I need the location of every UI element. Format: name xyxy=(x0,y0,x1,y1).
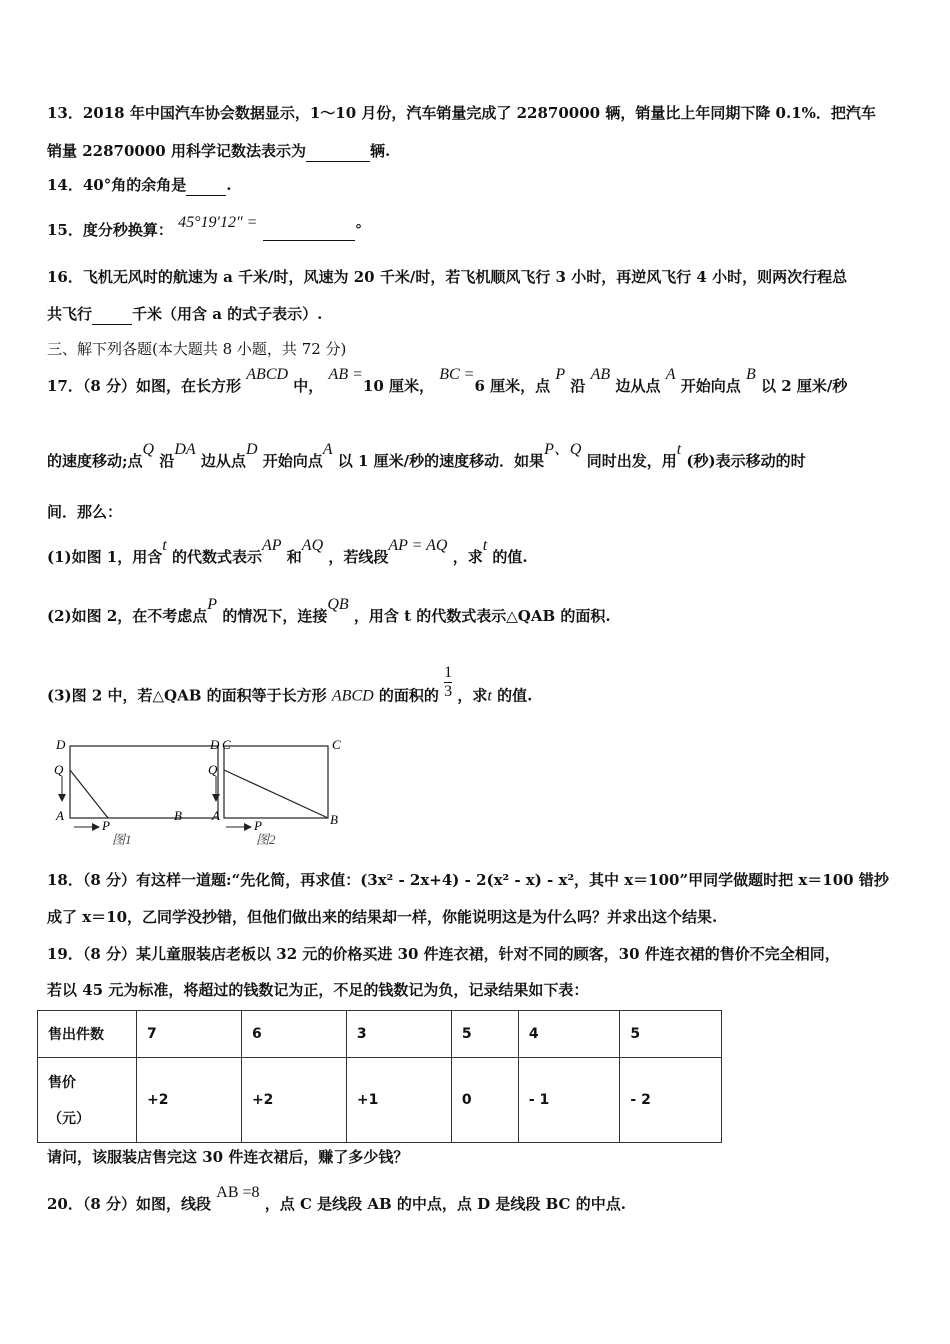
q17-figures xyxy=(48,732,358,852)
label-a: A xyxy=(56,808,64,823)
label-p: P xyxy=(102,818,110,833)
table-cell: 4 xyxy=(518,1011,620,1058)
q17-line2: 的速度移动;点Q 沿DA 边从点D 开始向点A 以 1 厘米/秒的速度移动．如果P、Q 同时出发，用t (秒)表示移动的时 xyxy=(47,441,806,470)
caption-fig2: 图2 xyxy=(256,832,276,847)
q17-part1: (1)如图 1，用含t 的代数式表示AP 和AQ ，若线段AP = AQ ，求t 的值. xyxy=(47,537,528,566)
table-cell: +2 xyxy=(241,1058,346,1143)
q16-line2: 共飞行 千米（用含 a 的式子表示）. xyxy=(47,305,323,323)
table-cell: 0 xyxy=(451,1058,518,1143)
q20: 20．（8 分）如图，线段 AB =8 ，点 C 是线段 AB 的中点，点 D 是线段 BC 的中点. xyxy=(47,1184,626,1213)
figure-1 xyxy=(54,737,231,847)
q17-part2: (2)如图 2，在不考虑点P 的情况下，连接QB ，用含 t 的代数式表示△QAB 的面积. xyxy=(47,596,611,625)
arrowhead-down xyxy=(212,794,220,802)
q19-line2: 若以 45 元为标准，将超过的钱数记为正，不足的钱数记为负，记录结果如下表： xyxy=(47,981,589,999)
label-d: D xyxy=(56,737,66,752)
rectangle-abcd xyxy=(224,746,328,818)
q16-line1: 16．飞机无风时的航速为 a 千米/时，风速为 20 千米/时，若飞机顺风飞行 3 小时，再逆风飞行 4 小时，则两次行程总 xyxy=(47,268,848,286)
q14: 14．40°角的余角是 . xyxy=(47,176,232,194)
answer-blank xyxy=(186,175,226,196)
arrowhead-right xyxy=(244,823,252,831)
q17-line1: 17．（8 分）如图，在长方形 ABCD 中， AB =10 厘米， BC =6 厘米，点 P 沿 AB 边从点 A 开始向点 B 以 2 厘米/秒 xyxy=(47,366,848,395)
label-d: D xyxy=(210,737,220,752)
table-cell: - 1 xyxy=(518,1058,620,1143)
arrowhead-right xyxy=(92,823,100,831)
table-cell: 5 xyxy=(620,1011,722,1058)
section-title: 三、解下列各题(本大题共 8 小题，共 72 分) xyxy=(47,340,347,358)
label-c: C xyxy=(222,737,231,752)
q13-line1: 13．2018 年中国汽车协会数据显示，1～10 月份，汽车销量完成了 22870000 辆，销量比上年同期下降 0.1%．把汽车 xyxy=(47,104,876,122)
label-b: B xyxy=(330,812,338,827)
caption-fig1: 图1 xyxy=(112,832,132,847)
table-cell: 5 xyxy=(451,1011,518,1058)
table-cell: 7 xyxy=(137,1011,242,1058)
q18-line2: 成了 x＝10，乙同学没抄错，但他们做出来的结果却一样，你能说明这是为什么吗？并求出这个结果. xyxy=(47,908,718,926)
table-cell: 3 xyxy=(346,1011,451,1058)
fraction-one-third: $\frac{1}{3}$ xyxy=(444,664,453,700)
table-row xyxy=(38,1058,722,1143)
label-p: P xyxy=(254,818,262,833)
label-a: A xyxy=(212,808,220,823)
label-c: C xyxy=(332,737,341,752)
label-b: B xyxy=(174,808,182,823)
table-header-cell: 售价 （元） xyxy=(38,1058,137,1143)
table-cell: +1 xyxy=(346,1058,451,1143)
table-header-cell: 售出件数 xyxy=(38,1011,137,1058)
answer-blank xyxy=(306,141,370,162)
q17-part3: (3)图 2 中，若△QAB 的面积等于长方形 ABCD 的面积的 $\frac{1}{3}$ ，求t 的值. xyxy=(47,664,533,705)
q13-line2: 销量 22870000 用科学记数法表示为 辆. xyxy=(47,142,391,160)
figure-2 xyxy=(208,737,341,847)
q15: 15．度分秒换算： 45°19′12″ = ° xyxy=(47,214,363,239)
q19-line1: 19．（8 分）某儿童服装店老板以 32 元的价格买进 30 件连衣裙，针对不同的顾客，30 件连衣裙的售价不完全相同， xyxy=(47,945,840,963)
q18-line1: 18．（8 分）有这样一道题:“先化简，再求值：(3x² - 2x+4) - 2(x² - x) - x²，其中 x＝100”甲同学做题时把 x＝100 错抄 xyxy=(47,871,889,889)
rectangle-abcd xyxy=(70,746,218,818)
label-q: Q xyxy=(208,762,218,777)
table-cell: +2 xyxy=(137,1058,242,1143)
arrowhead-down xyxy=(58,794,66,802)
table-row xyxy=(38,1011,722,1058)
answer-blank xyxy=(92,304,132,325)
sales-table xyxy=(37,1010,722,1143)
label-q: Q xyxy=(54,762,64,777)
table-cell: - 2 xyxy=(620,1058,722,1143)
segment-qb xyxy=(224,770,328,818)
q17-line3: 间．那么： xyxy=(47,503,123,521)
q19-question: 请问，该服装店售完这 30 件连衣裙后，赚了多少钱？ xyxy=(47,1148,409,1166)
table-cell: 6 xyxy=(241,1011,346,1058)
segment-qp xyxy=(70,770,108,818)
answer-blank xyxy=(263,220,355,241)
